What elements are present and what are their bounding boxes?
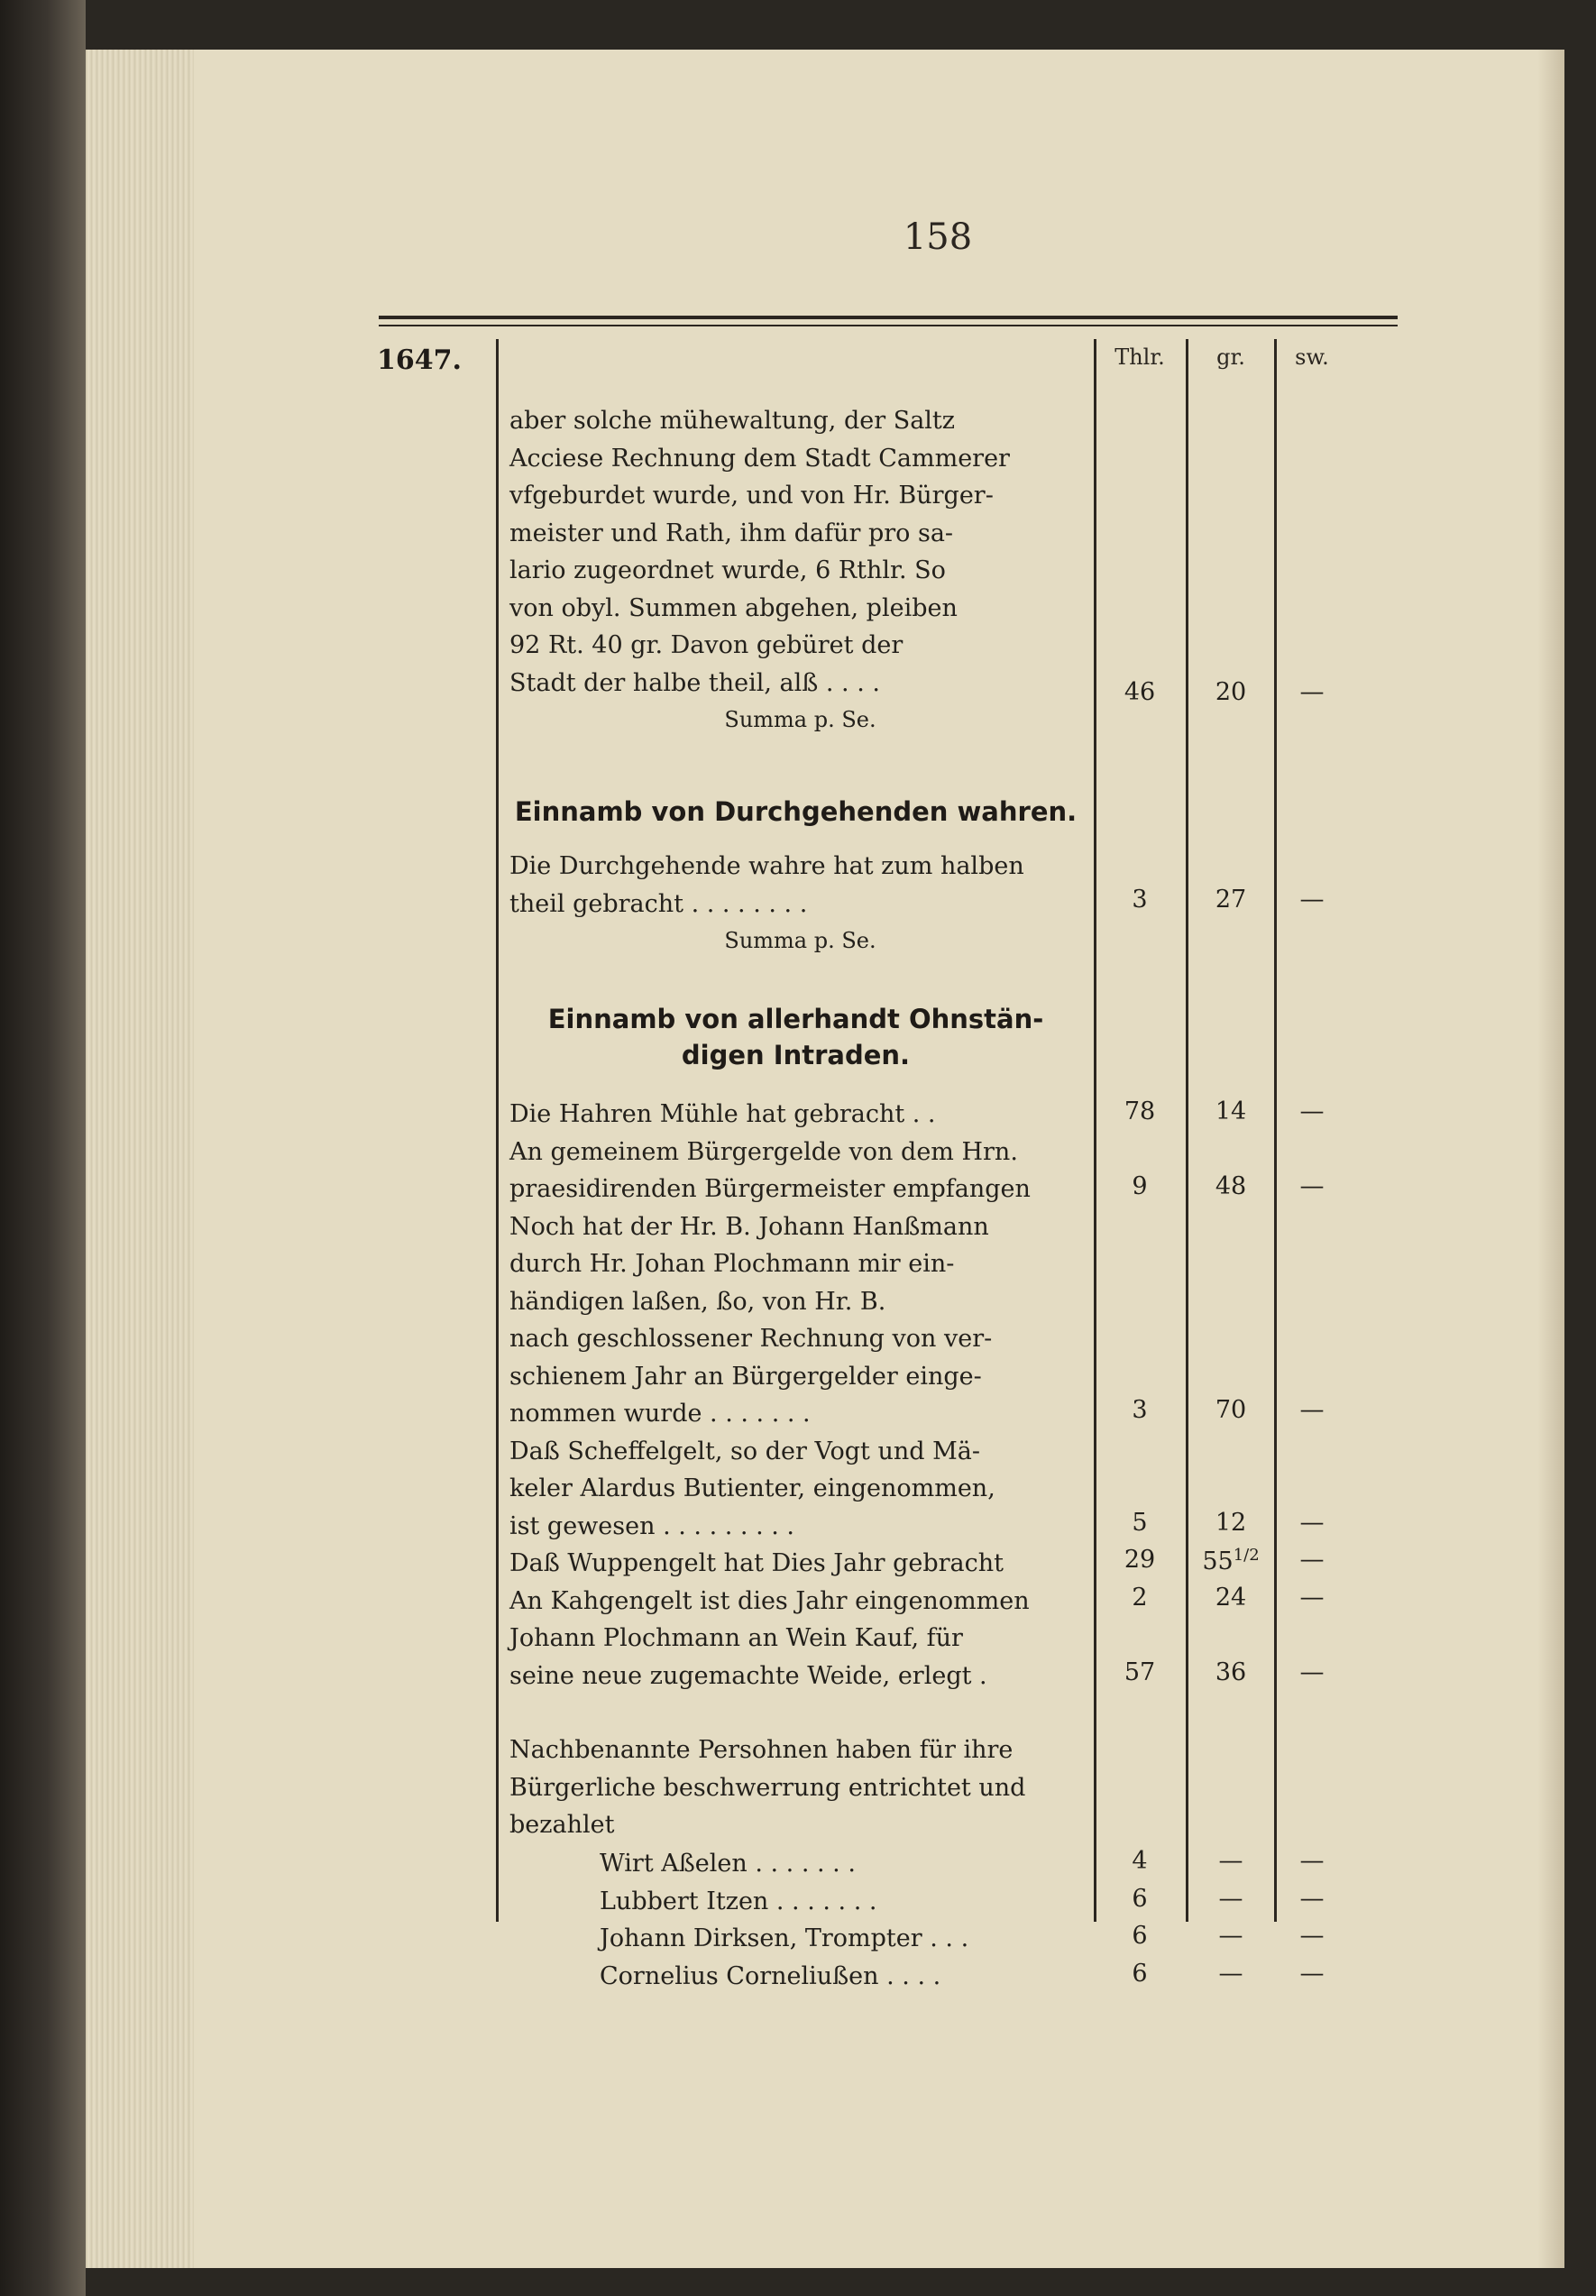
text-line: keler Alardus Butienter, eingenommen,: [509, 1474, 995, 1502]
column-rule-left: [496, 339, 499, 1922]
person-name: Johann Dirksen, Trompter . . .: [600, 1924, 969, 1952]
text-line: Stadt der halbe theil, alß . . . .: [509, 668, 880, 697]
text-line: Bürgerliche beschwerrung entrichtet und: [509, 1773, 1026, 1802]
amount-sw: —: [1299, 1396, 1325, 1424]
entry-6: [509, 1583, 1091, 1621]
amount-sw: —: [1299, 1509, 1325, 1537]
entry-1: [509, 1096, 1091, 1134]
header-rule-thin: [379, 325, 1398, 326]
amount-thlr: 46: [1124, 678, 1156, 706]
column-header-gr: gr.: [1216, 344, 1245, 370]
text-line: nommen wurde . . . . . . .: [509, 1400, 811, 1428]
text-line: bezahlet: [509, 1811, 615, 1839]
amount-gr-whole: 55: [1202, 1548, 1234, 1575]
amount-gr: —: [1218, 1922, 1243, 1950]
amount-gr-fraction: 1/2: [1233, 1546, 1260, 1565]
section3-heading: [496, 1001, 1096, 1073]
amount-sw: —: [1299, 1546, 1325, 1574]
amount-gr: 48: [1215, 1172, 1247, 1200]
section1-text: [509, 402, 1091, 739]
entry-5: [509, 1545, 1091, 1583]
heading-line: digen Intraden.: [681, 1040, 911, 1070]
amount-sw: —: [1299, 1658, 1325, 1686]
amount-thlr: 3: [1132, 886, 1148, 914]
entry-2: [509, 1134, 1091, 1208]
amount-thlr: 4: [1132, 1847, 1148, 1875]
amount-sw: —: [1299, 1885, 1325, 1913]
page-gutter-shadow: [1537, 50, 1564, 2268]
text-line: Nachbenannte Persohnen haben für ihre: [509, 1736, 1014, 1764]
text-line: meister und Rath, ihm dafür pro sa-: [509, 519, 954, 547]
person-name: Lubbert Itzen . . . . . . .: [600, 1887, 877, 1915]
entry-7: [509, 1620, 1091, 1694]
text-line: Johann Plochmann an Wein Kauf, für: [509, 1624, 963, 1652]
book-binding: [0, 0, 86, 2296]
amount-thlr: 57: [1124, 1658, 1156, 1686]
amount-sw: —: [1299, 1097, 1325, 1125]
amount-sw: —: [1299, 1922, 1325, 1950]
amount-sw: —: [1299, 886, 1325, 914]
amount-gr: 14: [1215, 1097, 1247, 1125]
amount-gr: 70: [1215, 1396, 1247, 1424]
amount-gr: —: [1218, 1885, 1243, 1913]
amount-sw: —: [1299, 1584, 1325, 1612]
text-line: Acciese Rechnung dem Stadt Cammerer: [509, 444, 1010, 473]
text-line: Noch hat der Hr. B. Johann Hanßmann: [509, 1212, 989, 1241]
summa-line: Summa p. Se.: [724, 928, 876, 953]
section3-entries: [509, 1096, 1091, 1694]
amount-gr: [1188, 1546, 1274, 1575]
amount-sw: —: [1299, 1847, 1325, 1875]
section4-text: [509, 1731, 1091, 1844]
amount-thlr: 5: [1132, 1509, 1148, 1537]
text-line: Die Durchgehende wahre hat zum halben: [509, 852, 1024, 880]
amount-thlr: 78: [1124, 1097, 1156, 1125]
page-edges: [86, 50, 194, 2268]
person-name: Wirt Aßelen . . . . . . .: [600, 1850, 856, 1878]
year-marker: 1647.: [377, 344, 462, 376]
text-line: schienem Jahr an Bürgergelder einge-: [509, 1362, 982, 1391]
amount-thlr: 6: [1132, 1922, 1148, 1950]
text-line: von obyl. Summen abgehen, pleiben: [509, 593, 958, 622]
text-line: An Kahgengelt ist dies Jahr eingenommen: [509, 1586, 1030, 1615]
text-line: theil gebracht . . . . . . . .: [509, 889, 808, 918]
section2-heading: Einnamb von Durchgehenden wahren.: [514, 796, 1078, 827]
text-line: Daß Wuppengelt hat Dies Jahr gebracht: [509, 1549, 1004, 1577]
text-line: seine neue zugemachte Weide, erlegt .: [509, 1661, 987, 1690]
amount-sw: —: [1299, 1960, 1325, 1988]
persons-list: [600, 1845, 1091, 1995]
amount-gr: 20: [1215, 678, 1247, 706]
summa-line: Summa p. Se.: [724, 707, 876, 732]
amount-gr: —: [1218, 1847, 1243, 1875]
entry-3: [509, 1208, 1091, 1433]
person-name: Cornelius Corneliußen . . . .: [600, 1961, 941, 1990]
text-line: Daß Scheffelgelt, so der Vogt und Mä-: [509, 1437, 981, 1465]
amount-sw: —: [1299, 678, 1325, 706]
amount-thlr: 2: [1132, 1584, 1148, 1612]
text-line: händigen laßen, ßo, von Hr. B.: [509, 1287, 886, 1316]
column-header-thlr: Thlr.: [1114, 344, 1165, 370]
amount-gr: 12: [1215, 1509, 1247, 1537]
entry-4: [509, 1433, 1091, 1546]
amount-thlr: 3: [1132, 1396, 1148, 1424]
text-line: 92 Rt. 40 gr. Davon gebüret der: [509, 631, 903, 659]
text-line: An gemeinem Bürgergelde von dem Hrn.: [509, 1137, 1018, 1166]
text-line: nach geschlossener Rechnung von ver-: [509, 1325, 993, 1353]
page-number: 158: [903, 216, 973, 258]
section2-text: [509, 848, 1091, 960]
text-line: durch Hr. Johan Plochmann mir ein-: [509, 1250, 955, 1278]
amount-thlr: 6: [1132, 1885, 1148, 1913]
text-line: lario zugeordnet wurde, 6 Rthlr. So: [509, 556, 946, 584]
amount-gr: —: [1218, 1960, 1243, 1988]
text-line: aber solche mühewaltung, der Saltz: [509, 407, 956, 435]
text-line: Die Hahren Mühle hat gebracht . .: [509, 1100, 936, 1128]
column-header-sw: sw.: [1295, 344, 1329, 370]
amount-sw: —: [1299, 1172, 1325, 1200]
amount-thlr: 9: [1132, 1172, 1148, 1200]
header-rule-thick: [379, 316, 1398, 319]
text-line: vfgeburdet wurde, und von Hr. Bürger-: [509, 482, 994, 510]
amount-gr: 36: [1215, 1658, 1247, 1686]
heading-line: Einnamb von allerhandt Ohnstän-: [547, 1004, 1044, 1034]
amount-thlr: 29: [1124, 1546, 1156, 1574]
amount-gr: 27: [1215, 886, 1247, 914]
amount-thlr: 6: [1132, 1960, 1148, 1988]
amount-gr: 24: [1215, 1584, 1247, 1612]
text-line: praesidirenden Bürgermeister empfangen: [509, 1175, 1031, 1203]
text-line: ist gewesen . . . . . . . . .: [509, 1511, 794, 1540]
